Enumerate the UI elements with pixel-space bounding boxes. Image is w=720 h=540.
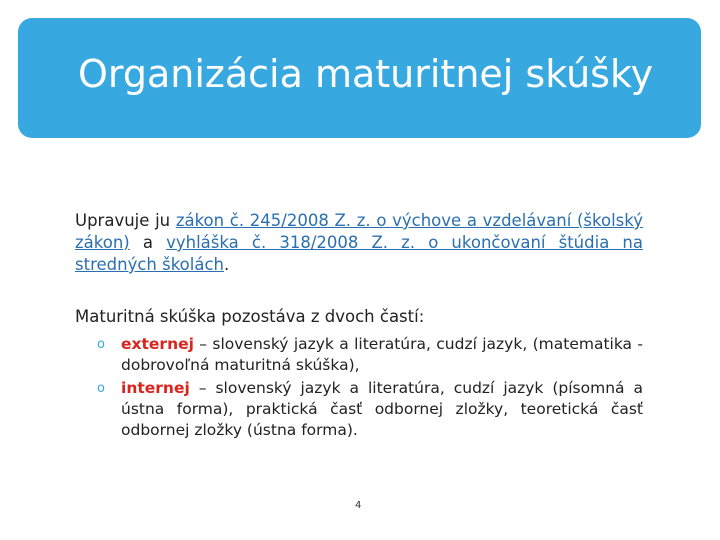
decree-link[interactable]: vyhláška č. 318/2008 Z. z. o ukončovaní štúdia na stredných školách — [75, 233, 643, 274]
parts-intro: Maturitná skúška pozostáva z dvoch častí: — [75, 307, 425, 326]
bullet-icon: o — [97, 381, 105, 396]
bullet-icon: o — [97, 337, 105, 352]
regulation-between: a — [129, 233, 167, 252]
list-item — [97, 334, 643, 376]
item-text: – slovenský jazyk a literatúra, cudzí jazyk, (matematika - dobrovoľná maturitná skúška), — [121, 335, 643, 374]
regulation-end: . — [224, 255, 230, 274]
list-item — [97, 378, 643, 441]
regulation-lead: Upravuje ju — [75, 211, 176, 230]
item-term: externej — [121, 335, 194, 353]
slide-title: Organizácia maturitnej skúšky — [78, 52, 654, 96]
regulation-paragraph — [75, 210, 643, 276]
item-text: – slovenský jazyk a literatúra, cudzí jazyk (písomná a ústna forma), praktická časť odbornej zložky, teoretická časť odbornej zložky (ústna forma). — [121, 379, 643, 439]
law-link[interactable]: zákon č. 245/2008 Z. z. o výchove a vzdelávaní (školský zákon) — [75, 211, 643, 252]
item-term: internej — [121, 379, 190, 397]
parts-list — [75, 334, 643, 441]
page-number: 4 — [355, 500, 362, 511]
slide-body — [75, 210, 643, 443]
